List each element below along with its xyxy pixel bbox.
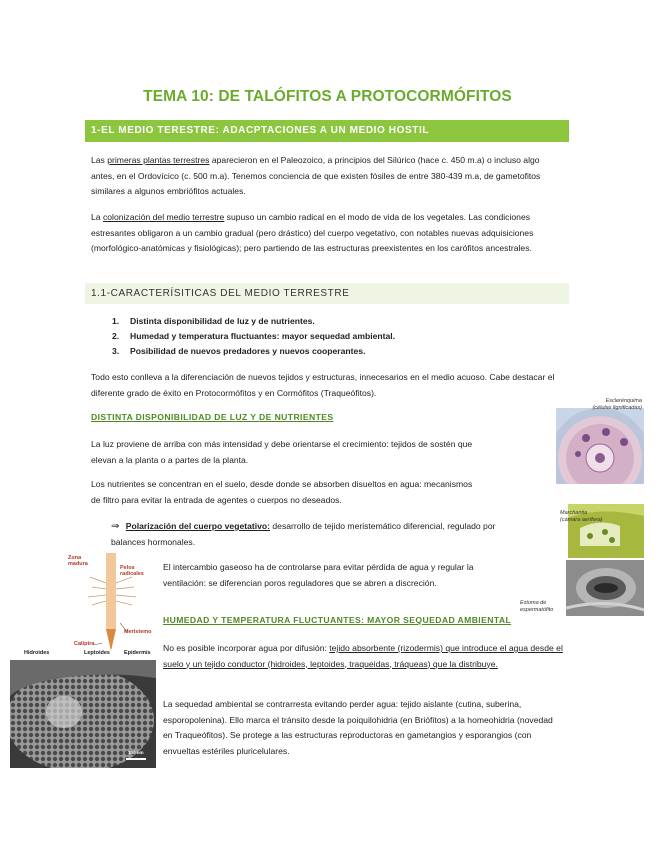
root-figure xyxy=(68,553,160,653)
text-fragment: aparecieron en el Paleozoico, a principios del Silúrico (hace c. 450 m.a) o incluso algo antes, en el Ordovícico (c. 500 m.a). Tenemos conciencia de que existen fósiles de entre 380-439 m.a, de gametofitos similares a algunos embriófitos actuales. xyxy=(91,155,541,196)
esclerenquima-image xyxy=(556,398,644,484)
label-pelos-radicales: Pelos radicales xyxy=(120,565,144,577)
bryophyte-stem-sem-image xyxy=(10,660,156,768)
label-caliptra: Calíptra xyxy=(74,641,95,647)
section-heading-medio-terrestre: 1-EL MEDIO TERESTRE: ADACPTACIONES A UN MEDIO HOSTIL xyxy=(85,120,569,142)
list-item: 2. Humedad y temperatura fluctuantes: mayor sequedad ambiental. xyxy=(112,331,396,341)
list-item: 3. Posibilidad de nuevos predadores y nuevos cooperantes. xyxy=(112,346,366,356)
text-fragment: Las xyxy=(91,155,108,165)
caption-estoma: Estoma de espermatófito xyxy=(520,600,554,613)
underlined-term: primeras plantas terrestres xyxy=(107,155,210,165)
section-heading-caracteristicas: 1.1-CARACTERÍSITICAS DEL MEDIO TERRESTRE xyxy=(85,283,569,304)
text-fragment: desarrollo de tejido meristemático diferencial, regulado por balances hormonales. xyxy=(111,521,496,547)
marchantia-image xyxy=(560,488,644,558)
caption-esclerenquima: Esclerénquima (células lignificadas) xyxy=(592,398,642,411)
text-fragment: supuso un cambio radical en el modo de vida de los vegetales. Las condiciones estresantes obligaron a un cambio gradual (pero drástico) del cuerpo vegetativo, con notables nuevas adquisiciones (morfológico-anatómicas y fisiológicas); pero partiendo de las estructuras preexistentes en los carófitos ancestrales. xyxy=(91,212,534,253)
arrow-icon: ⇒ xyxy=(111,521,120,532)
label-epidermis: Epidermis xyxy=(124,650,151,656)
text-fragment: No es posible incorporar agua por difusión: xyxy=(163,643,330,653)
paragraph-primeras-plantas xyxy=(91,153,561,200)
paragraph-diferenciacion: Todo esto conlleva a la diferenciación de nuevos tejidos y estructuras, innecesarios en el medio acuoso. Cabe destacar el diferente grado de éxito en Protocormófitos y en Cormófitos (Traqueófitos). xyxy=(91,372,555,398)
bullet-polarizacion xyxy=(111,519,496,550)
paragraph-luz: La luz proviene de arriba con más intensidad y debe orientarse el crecimiento: tejidos de sostén que elevan a la planta o a partes de la planta. xyxy=(91,439,473,465)
paragraph-sequedad: La sequedad ambiental se contrarresta evitando perder agua: tejido aislante (cutina, suberina, esporopolenina). Ello marca el tránsito desde la poiquilohidria (en Briófitos) a la homeohidria (novedad en Traqueófitos). Se protege a las estructuras reproductoras en gametangios y esporangios (con envueltas estériles pluricelulares. xyxy=(163,699,553,756)
subheading-luz-nutrientes: DISTINTA DISPONIBILIDAD DE LUZ Y DE NUTRIENTES xyxy=(91,412,334,422)
paragraph-difusion xyxy=(163,641,563,672)
label-meristemo: Meristemo xyxy=(124,629,152,635)
paragraph-colonizacion xyxy=(91,210,561,257)
page-title: TEMA 10: DE TALÓFITOS A PROTOCORMÓFITOS xyxy=(143,88,512,105)
estoma-micrograph xyxy=(566,560,644,616)
underlined-term: colonización del medio terrestre xyxy=(102,212,225,222)
marchantia-micrograph xyxy=(560,488,644,558)
caption-marchantia: Marchantia (cámara xyxy=(560,510,588,523)
subheading-humedad: HUMEDAD Y TEMPERATURA FLUCTUANTES: MAYOR SEQUEDAD AMBIENTAL xyxy=(163,615,512,625)
underlined-term: Polarización del cuerpo vegetativo: xyxy=(125,521,271,531)
characteristics-list xyxy=(112,314,552,359)
paragraph-intercambio-gaseoso: El intercambio gaseoso ha de controlarse para evitar pérdida de agua y regular la ventilación: se diferencian poros reguladores que se abren a discreción. xyxy=(163,562,474,588)
estoma-image xyxy=(566,560,644,616)
underlined-term: tejido absorbente (rizodermis) que introduce el agua desde el suelo y un tejido conductor (hidroides, leptoides, traqueidas, tráqueas) que la distribuye. xyxy=(163,643,563,669)
label-zona-madura: Zona madura xyxy=(68,555,88,567)
label-hidroides: Hidroides xyxy=(24,650,50,656)
paragraph-nutrientes: Los nutrientes se concentran en el suelo, desde donde se absorben disueltos en agua: mecanismos de filtro para evitar la entrada de agentes o cuerpos no deseados. xyxy=(91,479,473,505)
scale-label: 100 nm xyxy=(128,750,144,755)
list-item: 1. Distinta disponibilidad de luz y de nutrientes. xyxy=(112,316,315,326)
label-leptoides: Leptoides xyxy=(84,650,110,656)
text-fragment: La xyxy=(91,212,103,222)
